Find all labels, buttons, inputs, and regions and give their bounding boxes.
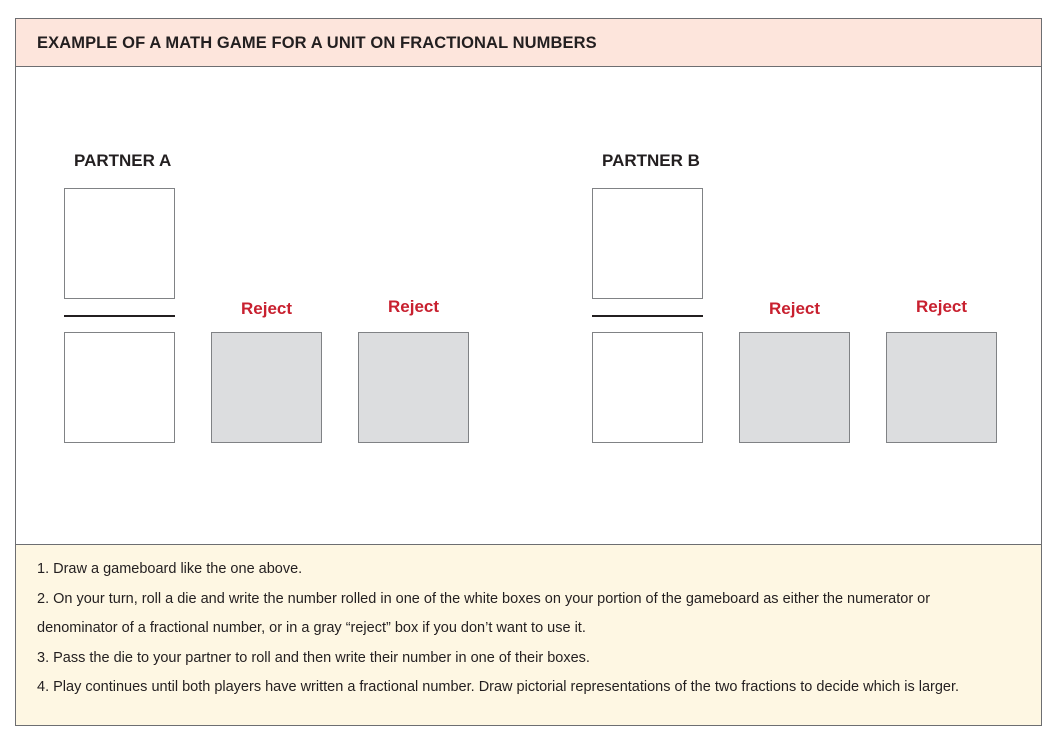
partner-b-numerator-box [592, 188, 703, 299]
instruction-step-4: 4. Play continues until both players have written a fractional number. Draw pictorial representations of the two fractions to decide which is larger. [37, 679, 960, 695]
instruction-step-2: 2. On your turn, roll a die and write the number rolled in one of the white boxes on your portion of the gameboard as either the numerator or [37, 591, 931, 607]
instructions-panel [16, 544, 1041, 725]
partner-b-reject-box-2 [886, 332, 997, 443]
partner-a-numerator-box [64, 188, 175, 299]
partner-a-label: PARTNER A [74, 151, 172, 170]
header-bar [16, 19, 1041, 67]
partner-b-label: PARTNER B [602, 151, 700, 170]
partner-b-reject-box-1 [739, 332, 850, 443]
instruction-step-2-continued: denominator of a fractional number, or in a gray “reject” box if you don’t want to use it. [37, 620, 586, 636]
game-card [15, 18, 1042, 726]
partner-b-reject-label-2: Reject [915, 297, 968, 316]
partner-b-denominator-box [592, 332, 703, 443]
partner-a-reject-label-2: Reject [387, 297, 440, 316]
instruction-step-1: 1. Draw a gameboard like the one above. [37, 561, 303, 577]
instruction-step-3: 3. Pass the die to your partner to roll and then write their number in one of their boxes. [37, 650, 590, 666]
partner-b-reject-label-1: Reject [768, 299, 821, 318]
partner-a-fraction-bar [64, 315, 175, 317]
partner-a-reject-label-1: Reject [240, 299, 293, 318]
partner-a-reject-box-1 [211, 332, 322, 443]
partner-b-fraction-bar [592, 315, 703, 317]
page-title: EXAMPLE OF A MATH GAME FOR A UNIT ON FRACTIONAL NUMBERS [37, 34, 597, 52]
partner-a-reject-box-2 [358, 332, 469, 443]
partner-a-denominator-box [64, 332, 175, 443]
